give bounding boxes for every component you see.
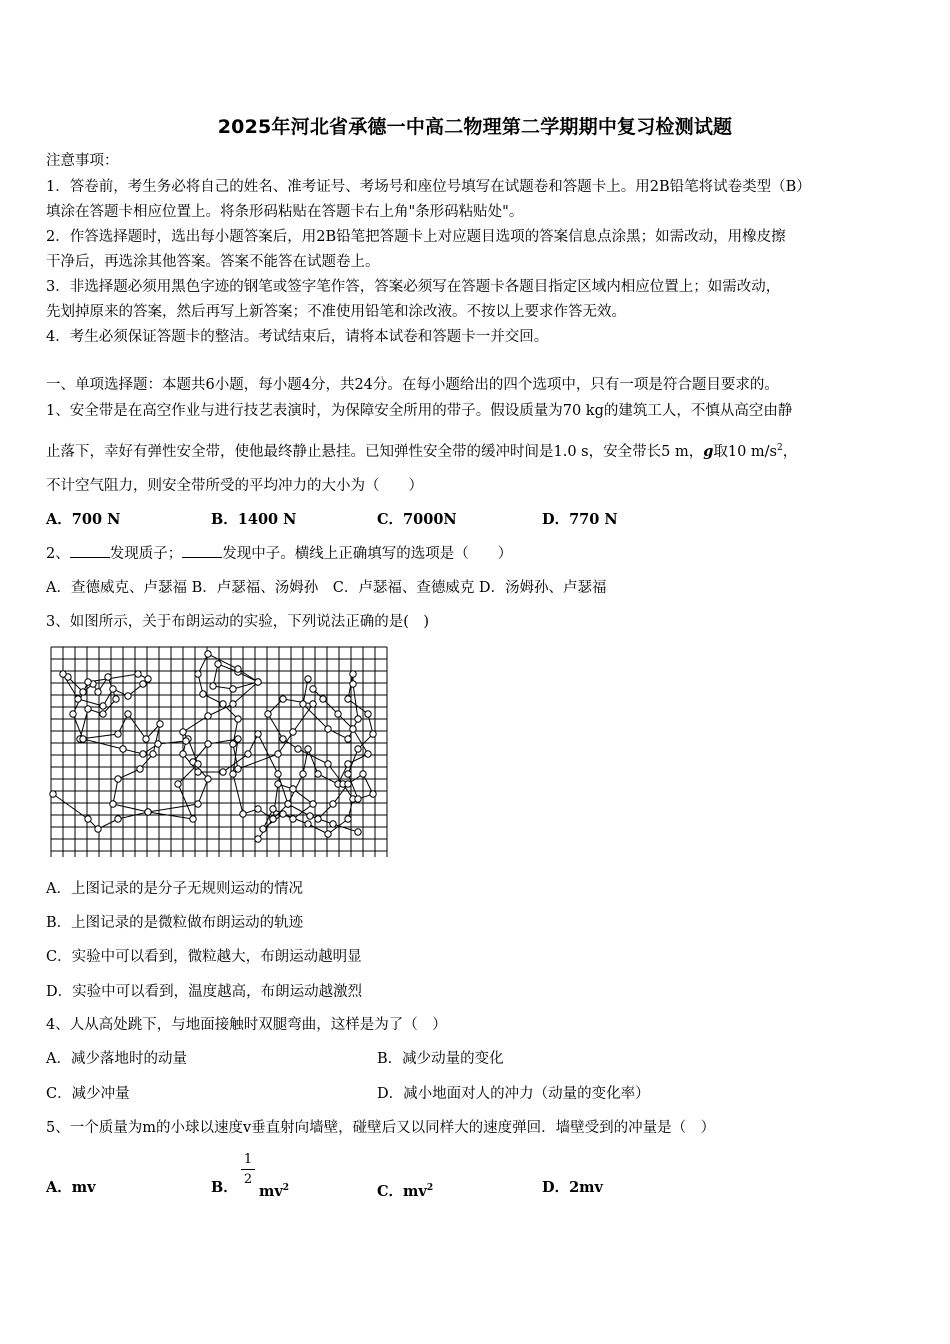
q3-stem: 3、如图所示，关于布朗运动的实验，下列说法正确的是( ) <box>46 614 430 630</box>
q3-option-c: C．实验中可以看到，微粒越大，布朗运动越明显 <box>46 949 362 965</box>
q4-stem: 4、人从高处跳下，与地面接触时双腿弯曲，这样是为了（ ） <box>46 1017 447 1033</box>
q5-option-a: A．mv <box>46 1179 96 1196</box>
q5-stem: 5、一个质量为m的小球以速度v垂直射向墙壁，碰壁后又以同样大的速度弹回．墙壁受到的冲量是（ ） <box>46 1120 716 1136</box>
q1-option-b: B．1400 N <box>211 511 297 528</box>
notice-heading: 注意事项： <box>46 153 119 169</box>
notice-line-1: 1．答卷前，考生务必将自己的姓名、准考证号、考场号和座位号填写在试题卷和答题卡上。用2B铅笔将试卷类型（B） <box>46 179 811 195</box>
q5-option-b: B． <box>211 1179 238 1196</box>
page-title: 2025年河北省承德一中高二物理第二学期期中复习检测试题 <box>217 116 733 138</box>
q4-option-a: A．减少落地时的动量 <box>46 1051 187 1067</box>
notice-line-7: 4．考生必须保证答题卡的整洁。考试结束后，请将本试卷和答题卡一并交回。 <box>46 329 549 345</box>
q5-fraction: 1 2 <box>241 1152 255 1187</box>
notice-line-6: 先划掉原来的答案，然后再写上新答案；不准使用铅笔和涂改液。不按以上要求作答无效。 <box>46 304 626 320</box>
q4-option-d: D．减小地面对人的冲力（动量的变化率） <box>377 1086 650 1102</box>
q5-option-d: D．2mv <box>542 1179 603 1196</box>
q5-option-c: C．$mv^2$ <box>377 1182 434 1200</box>
notice-line-5: 3．非选择题必须用黑色字迹的钢笔或签字笔作答，答案必须写在答题卡各题目指定区域内相应位置上；如需改动， <box>46 279 781 295</box>
q1-option-a: A．700 N <box>46 511 121 528</box>
q1-option-d: D．770 N <box>542 511 618 528</box>
q2-options: A．查德威克、卢瑟福 B．卢瑟福、汤姆孙 C．卢瑟福、查德威克 D．汤姆孙、卢瑟福 <box>46 580 607 596</box>
notice-line-2: 填涂在答题卡相应位置上。将条形码粘贴在答题卡右上角"条形码粘贴处"。 <box>46 204 524 220</box>
q1-line-3: 不计空气阻力，则安全带所受的平均冲力的大小为（ ） <box>46 478 423 494</box>
q3-option-b: B．上图记录的是微粒做布朗运动的轨迹 <box>46 915 304 931</box>
notice-line-3: 2．作答选择题时，选出每小题答案后，用2B铅笔把答题卡上对应题目选项的答案信息点涂黑；如需改动，用橡皮擦 <box>46 229 786 245</box>
q1-line-2: 止落下，幸好有弹性安全带，使他最终静止悬挂。已知弹性安全带的缓冲时间是1.0 s，安全带长5 m，g取10 $m/s^2$， <box>46 442 798 460</box>
q1-option-c: C．7000N <box>377 511 457 528</box>
section-heading: 一、单项选择题：本题共6小题，每小题4分，共24分。在每小题给出的四个选项中，只有一项是符合题目要求的。 <box>46 377 779 393</box>
q3-option-d: D．实验中可以看到，温度越高，布朗运动越激烈 <box>46 984 363 1000</box>
q1-line-1: 1、安全带是在高空作业与进行技艺表演时，为保障安全所用的带子。假设质量为70 kg的建筑工人，不慎从高空由静 <box>46 403 793 419</box>
notice-line-4: 干净后，再选涂其他答案。答案不能答在试题卷上。 <box>46 254 380 270</box>
q5-option-b-value: $mv^2$ <box>259 1182 290 1200</box>
brownian-motion-figure <box>48 644 390 860</box>
q4-option-b: B．减少动量的变化 <box>377 1051 504 1067</box>
q4-option-c: C．减少冲量 <box>46 1086 130 1102</box>
q2-stem: 2、 发现质子； 发现中子。横线上正确填写的选项是（ ） <box>46 543 512 564</box>
q3-option-a: A．上图记录的是分子无规则运动的情况 <box>46 881 303 897</box>
